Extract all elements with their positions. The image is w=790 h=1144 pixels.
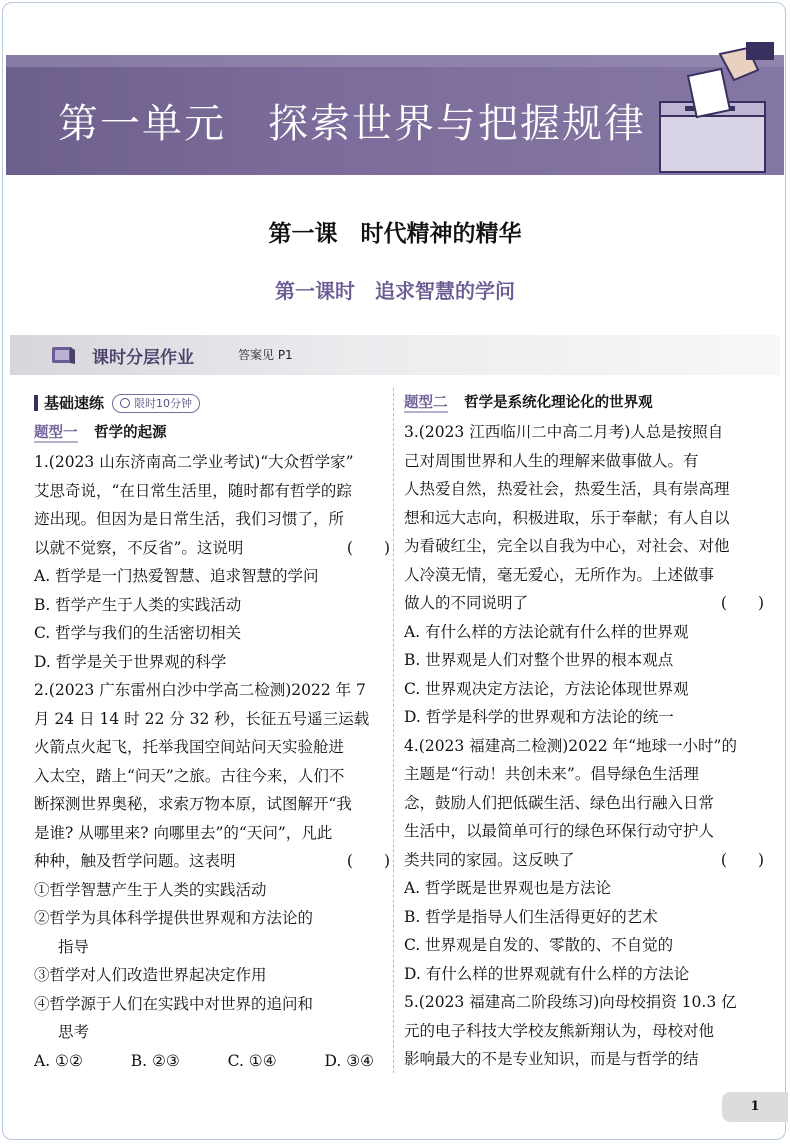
question-line: 3.(2023 江西临川二中高二月考)人总是按照自 bbox=[404, 423, 724, 441]
statement-continuation: 指导 bbox=[58, 937, 90, 956]
timer-badge bbox=[112, 394, 200, 413]
answer-option: D. 哲学是科学的世界观和方法论的统一 bbox=[404, 708, 674, 726]
right-column bbox=[404, 388, 764, 1074]
choice-row bbox=[34, 1047, 374, 1076]
choice-option: C. ①④ bbox=[227, 1051, 277, 1070]
section-marker bbox=[34, 395, 38, 411]
question-line: 想和远大志向，积极进取，乐于奉献；有人自以 bbox=[404, 508, 730, 527]
question-1 bbox=[34, 448, 390, 676]
question-line: 2.(2023 广东雷州白沙中学高二检测)2022 年 7 bbox=[34, 681, 366, 699]
answer-option: A. 哲学是一门热爱智慧、追求智慧的学问 bbox=[34, 567, 319, 585]
question-type-heading bbox=[404, 388, 764, 418]
question-line: 断探测世界奥秘，求索万物本原，试图解开“我 bbox=[34, 795, 352, 813]
answer-blank: ( ) bbox=[720, 594, 764, 612]
question-stem-end: 类共同的家园。这反映了 bbox=[404, 850, 575, 869]
question-line bbox=[34, 534, 390, 563]
question-stem-end: 做人的不同说明了 bbox=[404, 594, 529, 612]
answer-option: D. 有什么样的世界观就有什么样的方法论 bbox=[404, 964, 690, 983]
clock-icon bbox=[120, 398, 130, 408]
question-line: 入太空，踏上“问天”之旅。古往今来，人们不 bbox=[34, 766, 345, 785]
section-title: 基础速练 bbox=[44, 393, 105, 412]
question-4 bbox=[404, 732, 764, 989]
statement: ④哲学源于人们在实践中对世界的追问和 bbox=[34, 994, 314, 1013]
question-line bbox=[34, 847, 390, 876]
answer-option: A. 哲学既是世界观也是方法论 bbox=[404, 879, 612, 897]
question-line: 生活中，以最简单可行的绿色环保行动守护人 bbox=[404, 822, 715, 840]
section-heading bbox=[34, 388, 390, 418]
answer-blank: ( ) bbox=[720, 850, 764, 869]
answer-option: B. 哲学产生于人类的实践活动 bbox=[34, 595, 242, 614]
answer-option: C. 世界观决定方法论，方法论体现世界观 bbox=[404, 679, 689, 698]
question-line: 影响最大的不是专业知识，而是与哲学的结 bbox=[404, 1050, 699, 1068]
question-type-tag: 题型一 bbox=[34, 425, 78, 441]
question-line bbox=[404, 589, 764, 618]
answer-option: A. 有什么样的方法论就有什么样的世界观 bbox=[404, 622, 689, 641]
answer-blank: ( ) bbox=[346, 538, 390, 557]
question-type-title: 哲学是系统化理论化的世界观 bbox=[464, 395, 653, 411]
answer-option: B. 哲学是指导人们生活得更好的艺术 bbox=[404, 907, 658, 926]
ballot-box-illustration bbox=[650, 40, 780, 180]
statement-continuation: 思考 bbox=[58, 1023, 90, 1041]
book-icon bbox=[50, 344, 76, 366]
answer-blank: ( ) bbox=[346, 852, 390, 870]
question-line: 4.(2023 福建高二检测)2022 年“地球一小时”的 bbox=[404, 736, 737, 755]
question-line: 艾思奇说，“在日常生活里，随时都有哲学的踪 bbox=[34, 481, 352, 500]
statement: ③哲学对人们改造世界起决定作用 bbox=[34, 966, 267, 984]
question-stem-end: 以就不觉察，不反省”。这说明 bbox=[34, 538, 244, 557]
question-line: 是谁? 从哪里来? 向哪里去”的“天问”，凡此 bbox=[34, 823, 333, 842]
statement: ②哲学为具体科学提供世界观和方法论的 bbox=[34, 909, 314, 927]
question-line: 主题是“行动！共创未来”。倡导绿色生活理 bbox=[404, 765, 699, 783]
question-line: 念，鼓励人们把低碳生活、绿色出行融入日常 bbox=[404, 793, 715, 812]
answer-option: C. 世界观是自发的、零散的、不自觉的 bbox=[404, 936, 674, 954]
homework-label: 课时分层作业 bbox=[92, 348, 194, 368]
choice-option: B. ②③ bbox=[130, 1051, 180, 1070]
answer-option: D. 哲学是关于世界观的科学 bbox=[34, 652, 227, 671]
choice-option: D. ③④ bbox=[324, 1051, 374, 1070]
question-line: 月 24 日 14 时 22 分 32 秒，长征五号遥三运载 bbox=[34, 709, 370, 728]
question-line: 己对周围世界和人生的理解来做事做人。有 bbox=[404, 451, 699, 470]
question-line: 5.(2023 福建高二阶段练习)向母校捐资 10.3 亿 bbox=[404, 993, 737, 1011]
question-line: 人热爱自然，热爱社会，热爱生活，具有崇高理 bbox=[404, 480, 730, 498]
unit-title: 第一单元 探索世界与把握规律 bbox=[58, 101, 646, 147]
question-line: 火箭点火起飞，托举我国空间站问天实验舱进 bbox=[34, 738, 345, 756]
choice-option: A. ①② bbox=[34, 1051, 83, 1070]
question-5 bbox=[404, 988, 764, 1074]
lesson-title: 第一课 时代精神的精华 bbox=[268, 221, 522, 247]
statement: ①哲学智慧产生于人类的实践活动 bbox=[34, 880, 267, 899]
question-line: 1.(2023 山东济南高二学业考试)“大众哲学家” bbox=[34, 453, 354, 471]
answer-option: B. 世界观是人们对整个世界的根本观点 bbox=[404, 651, 674, 669]
left-column bbox=[34, 388, 390, 1075]
question-line: 为看破红尘，完全以自我为中心，对社会、对他 bbox=[404, 537, 730, 555]
answer-option: C. 哲学与我们的生活密切相关 bbox=[34, 624, 242, 642]
answer-reference: 答案见 P1 bbox=[238, 348, 293, 362]
page-number: 1 bbox=[722, 1092, 788, 1122]
question-type-tag: 题型二 bbox=[404, 395, 448, 411]
question-type-title: 哲学的起源 bbox=[94, 425, 167, 441]
question-line: 元的电子科技大学校友熊新翔认为，母校对他 bbox=[404, 1021, 715, 1040]
question-3 bbox=[404, 418, 764, 732]
question-line bbox=[404, 846, 764, 875]
question-line: 人冷漠无情，毫无爱心，无所作为。上述做事 bbox=[404, 565, 715, 584]
question-2 bbox=[34, 676, 390, 1075]
question-stem-end: 种种，触及哲学问题。这表明 bbox=[34, 852, 236, 870]
question-type-heading bbox=[34, 418, 390, 448]
timer-label: 限时10分钟 bbox=[134, 396, 193, 410]
column-divider bbox=[393, 388, 394, 1073]
period-title: 第一课时 追求智慧的学问 bbox=[275, 279, 515, 303]
question-line: 迹出现。但因为是日常生活，我们习惯了，所 bbox=[34, 510, 345, 528]
